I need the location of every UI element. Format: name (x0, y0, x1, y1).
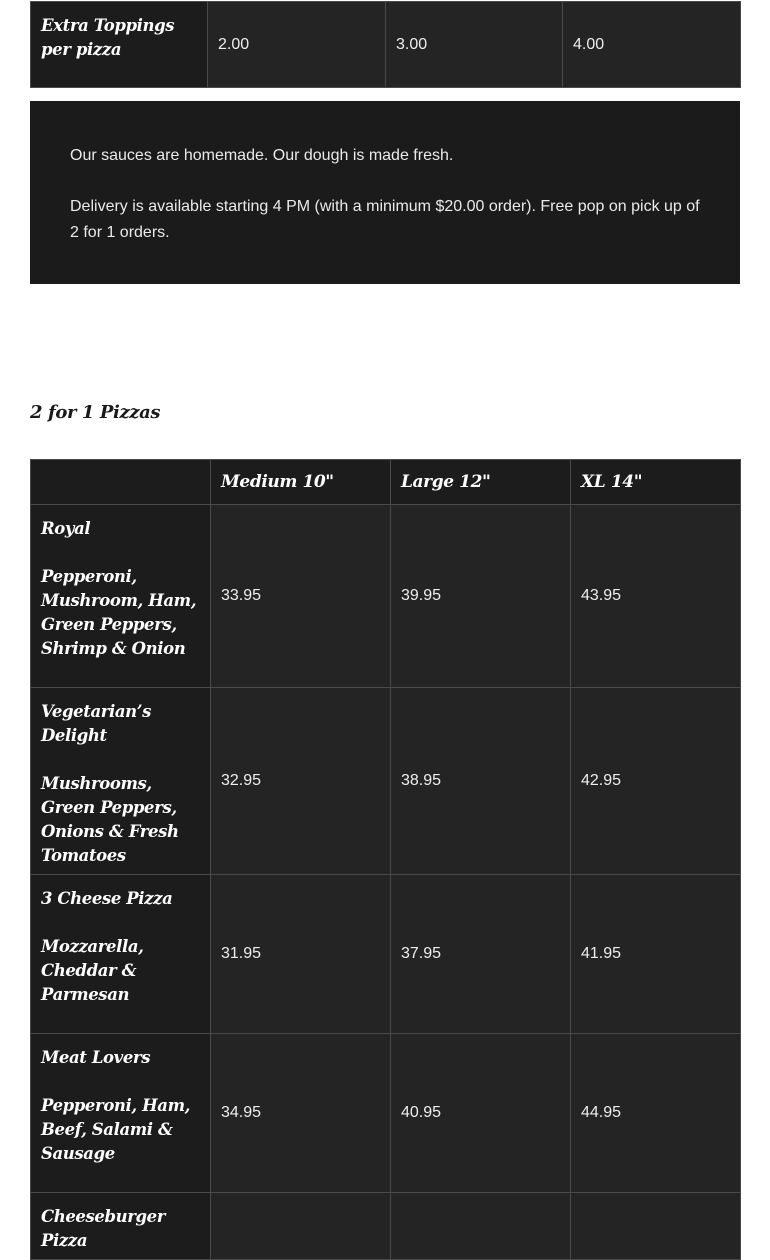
price-xl (571, 1193, 741, 1260)
price-xl: 41.95 (571, 875, 741, 1034)
price-medium: 2.00 (208, 2, 386, 88)
price-medium (211, 1193, 391, 1260)
price-medium: 31.95 (211, 875, 391, 1034)
price-large: 3.00 (386, 2, 563, 88)
pizza-name: Royal (41, 519, 91, 538)
pizza-name: Cheeseburger Pizza (41, 1207, 166, 1250)
pizza-description: Pepperoni, Mushroom, Ham, Green Peppers, Shrimp & Onion (41, 567, 197, 658)
price-large: 37.95 (391, 875, 571, 1034)
price-large: 39.95 (391, 505, 571, 688)
price-large: 40.95 (391, 1034, 571, 1193)
table-row (31, 2, 741, 88)
price-medium: 33.95 (211, 505, 391, 688)
pizza-name: 3 Cheese Pizza (41, 889, 173, 908)
extra-toppings-table (30, 1, 741, 88)
price-large (391, 1193, 571, 1260)
pizza-name: Meat Lovers (41, 1048, 151, 1067)
pizza-name-cell (31, 875, 211, 1034)
pizza-name: Vegetarian’s Delight (41, 702, 152, 745)
item-name: Extra Toppings per pizza (31, 2, 208, 88)
price-medium: 34.95 (211, 1034, 391, 1193)
header-xl: XL 14" (571, 460, 741, 505)
table-row (31, 505, 741, 688)
pizza-name-cell (31, 505, 211, 688)
price-xl: 42.95 (571, 688, 741, 875)
pizza-name-cell (31, 688, 211, 875)
header-empty-cell (31, 460, 211, 505)
pizza-description: Pepperoni, Ham, Beef, Salami & Sausage (41, 1096, 190, 1163)
section-title: 2 for 1 Pizzas (30, 402, 161, 423)
table-header-row (31, 460, 741, 505)
pizza-name-cell (31, 1034, 211, 1193)
table-row (31, 1193, 741, 1260)
price-xl: 4.00 (563, 2, 741, 88)
pizza-price-table (30, 459, 741, 1260)
price-large: 38.95 (391, 688, 571, 875)
notice-line-sauces: Our sauces are homemade. Our dough is made fresh. (70, 147, 454, 164)
table-row (31, 688, 741, 875)
pizza-description: Mozzarella, Cheddar & Parmesan (41, 937, 144, 1004)
table-row (31, 875, 741, 1034)
price-xl: 43.95 (571, 505, 741, 688)
notice-line-delivery: Delivery is available starting 4 PM (with a minimum $20.00 order). Free pop on pick up of 2 for 1 orders. (70, 198, 700, 241)
price-medium: 32.95 (211, 688, 391, 875)
pizza-name-cell (31, 1193, 211, 1260)
price-xl: 44.95 (571, 1034, 741, 1193)
table-row (31, 1034, 741, 1193)
pizza-description: Mushrooms, Green Peppers, Onions & Fresh Tomatoes (41, 774, 179, 865)
header-large: Large 12" (391, 460, 571, 505)
info-notice (30, 101, 740, 284)
header-medium: Medium 10" (211, 460, 391, 505)
